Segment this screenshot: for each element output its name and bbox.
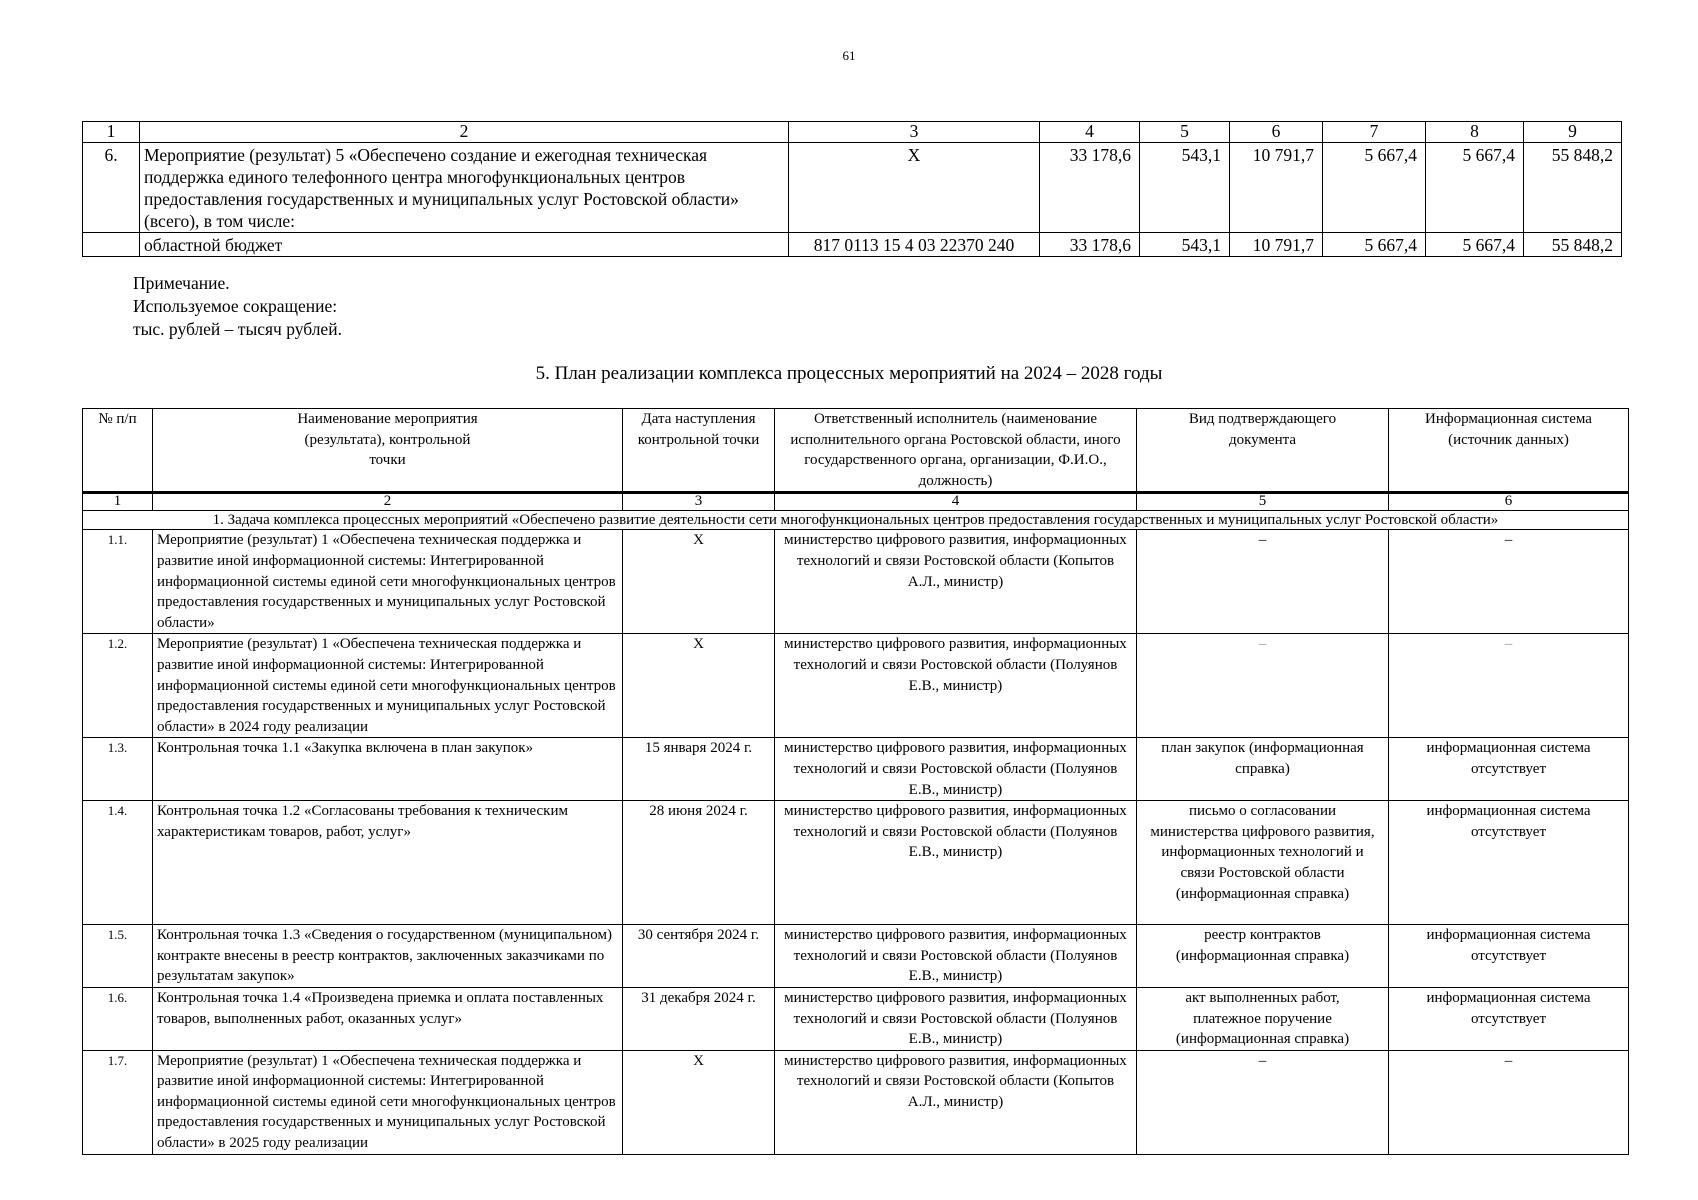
row-date: 28 июня 2024 г. <box>623 801 775 925</box>
value-cell: 5 667,4 <box>1426 143 1524 233</box>
row-name: областной бюджет <box>140 233 789 257</box>
row-date: X <box>623 1050 775 1154</box>
row-responsible: министерство цифрового развития, информационных технологий и связи Ростовской области (Полуянов Е.В., министр) <box>775 634 1137 738</box>
page-number: 61 <box>842 48 856 63</box>
row-name: Контрольная точка 1.2 «Согласованы требования к техническим характеристикам товаров, работ, услуг» <box>153 801 623 925</box>
funding-table <box>82 121 1622 257</box>
table-row <box>83 233 1622 257</box>
row-name: Контрольная точка 1.1 «Закупка включена в план закупок» <box>153 738 623 801</box>
row-doc: реестр контрактов (информационная справка) <box>1137 925 1389 988</box>
row-responsible: министерство цифрового развития, информационных технологий и связи Ростовской области (Копытов А.Л., министр) <box>775 1050 1137 1154</box>
funding-table-header <box>83 122 1622 143</box>
row-number: 1.7. <box>83 1050 153 1154</box>
value-cell: 55 848,2 <box>1524 233 1622 257</box>
table-row <box>83 143 1622 233</box>
row-number: 1.6. <box>83 987 153 1050</box>
row-doc: письмо о согласовании министерства цифрового развития, информационных технологий и связи Ростовской области (информационная справка) <box>1137 801 1389 925</box>
row-doc: план закупок (информационная справка) <box>1137 738 1389 801</box>
row-responsible: министерство цифрового развития, информационных технологий и связи Ростовской области (Полуянов Е.В., министр) <box>775 987 1137 1050</box>
row-date: 31 декабря 2024 г. <box>623 987 775 1050</box>
header-system: Информационная система (источник данных) <box>1389 409 1629 493</box>
row-date: 30 сентября 2024 г. <box>623 925 775 988</box>
row-responsible: министерство цифрового развития, информационных технологий и связи Ростовской области (Полуянов Е.В., министр) <box>775 738 1137 801</box>
row-system: – <box>1389 530 1629 634</box>
row-doc: – <box>1137 1050 1389 1154</box>
note-abbrev: тыс. рублей – тысяч рублей. <box>133 319 342 339</box>
table-row <box>83 1050 1629 1154</box>
table-row <box>83 801 1629 925</box>
note-abbrev-label: Используемое сокращение: <box>133 296 338 316</box>
col-number: 4 <box>775 493 1137 511</box>
row-system: информационная система отсутствует <box>1389 987 1629 1050</box>
value-cell: 543,1 <box>1140 143 1230 233</box>
row-system: – <box>1389 634 1629 738</box>
task-row <box>83 511 1629 530</box>
row-name: Мероприятие (результат) 1 «Обеспечена техническая поддержка и развитие иной информационной системы: Интегрированной информационной системы единой сети многофункциональных центров предоставления государственных и муниципальных услуг Ростовской области» в 2025 году реализации <box>153 1050 623 1154</box>
table-row <box>83 530 1629 634</box>
value-cell: 5 667,4 <box>1323 143 1426 233</box>
row-number <box>83 233 140 257</box>
col-number: 3 <box>789 122 1040 143</box>
row-date: 15 января 2024 г. <box>623 738 775 801</box>
row-responsible: министерство цифрового развития, информационных технологий и связи Ростовской области (Полуянов Е.В., министр) <box>775 925 1137 988</box>
col-number: 6 <box>1389 493 1629 511</box>
row-doc: – <box>1137 634 1389 738</box>
plan-table-col-numbers <box>83 493 1629 511</box>
col-number: 1 <box>83 122 140 143</box>
header-date: Дата наступления контрольной точки <box>623 409 775 493</box>
col-number: 7 <box>1323 122 1426 143</box>
value-cell: 10 791,7 <box>1230 233 1323 257</box>
section-title: 5. План реализации комплекса процессных мероприятий на 2024 – 2028 годы <box>535 363 1163 384</box>
row-number: 1.1. <box>83 530 153 634</box>
value-cell: 10 791,7 <box>1230 143 1323 233</box>
row-date: X <box>623 530 775 634</box>
row-code: 817 0113 15 4 03 22370 240 <box>789 233 1040 257</box>
row-name: Мероприятие (результат) 1 «Обеспечена техническая поддержка и развитие иной информационной системы: Интегрированной информационной системы единой сети многофункциональных центров предоставления государственных и муниципальных услуг Ростовской области» <box>153 530 623 634</box>
col-number: 5 <box>1140 122 1230 143</box>
row-name: Контрольная точка 1.4 «Произведена приемка и оплата поставленных товаров, выполненных работ, оказанных услуг» <box>153 987 623 1050</box>
row-number: 1.5. <box>83 925 153 988</box>
col-number: 3 <box>623 493 775 511</box>
row-name: Мероприятие (результат) 5 «Обеспечено создание и ежегодная техническая поддержка единого телефонного центра многофункциональных центров предоставления государственных и муниципальных услуг Ростовской области» (всего), в том числе: <box>140 143 789 233</box>
col-number: 9 <box>1524 122 1622 143</box>
row-number: 6. <box>83 143 140 233</box>
row-responsible: министерство цифрового развития, информационных технологий и связи Ростовской области (Копытов А.Л., министр) <box>775 530 1137 634</box>
row-name: Мероприятие (результат) 1 «Обеспечена техническая поддержка и развитие иной информационной системы: Интегрированной информационной системы единой сети многофункциональных центров предоставления государственных и муниципальных услуг Ростовской области» в 2024 году реализации <box>153 634 623 738</box>
row-number: 1.4. <box>83 801 153 925</box>
row-date: X <box>623 634 775 738</box>
col-number: 4 <box>1040 122 1140 143</box>
row-doc: – <box>1137 530 1389 634</box>
header-num: № п/п <box>83 409 153 493</box>
value-cell: 33 178,6 <box>1040 143 1140 233</box>
row-name: Контрольная точка 1.3 «Сведения о государственном (муниципальном) контракте внесены в реестр контрактов, заключенных заказчиками по результатам закупок» <box>153 925 623 988</box>
col-number: 6 <box>1230 122 1323 143</box>
col-number: 2 <box>140 122 789 143</box>
plan-table <box>82 408 1629 1155</box>
value-cell: 5 667,4 <box>1323 233 1426 257</box>
header-responsible: Ответственный исполнитель (наименование исполнительного органа Ростовской области, иного государственного органа, организации, Ф.И.О., должность) <box>775 409 1137 493</box>
row-responsible: министерство цифрового развития, информационных технологий и связи Ростовской области (Полуянов Е.В., министр) <box>775 801 1137 925</box>
row-system: – <box>1389 1050 1629 1154</box>
col-number: 8 <box>1426 122 1524 143</box>
row-system: информационная система отсутствует <box>1389 925 1629 988</box>
row-system: информационная система отсутствует <box>1389 738 1629 801</box>
value-cell: 543,1 <box>1140 233 1230 257</box>
table-row <box>83 987 1629 1050</box>
col-number: 1 <box>83 493 153 511</box>
row-number: 1.3. <box>83 738 153 801</box>
value-cell: 5 667,4 <box>1426 233 1524 257</box>
col-number: 5 <box>1137 493 1389 511</box>
value-cell: 55 848,2 <box>1524 143 1622 233</box>
note-title: Примечание. <box>133 273 230 293</box>
table-row <box>83 634 1629 738</box>
row-system: информационная система отсутствует <box>1389 801 1629 925</box>
row-code: X <box>789 143 1040 233</box>
header-name: Наименование мероприятия (результата), контрольной точки <box>153 409 623 493</box>
col-number: 2 <box>153 493 623 511</box>
note <box>133 272 342 341</box>
plan-table-header <box>83 409 1629 493</box>
table-row <box>83 925 1629 988</box>
row-number: 1.2. <box>83 634 153 738</box>
row-doc: акт выполненных работ, платежное поручение (информационная справка) <box>1137 987 1389 1050</box>
table-row <box>83 738 1629 801</box>
value-cell: 33 178,6 <box>1040 233 1140 257</box>
task-title: 1. Задача комплекса процессных мероприятий «Обеспечено развитие деятельности сети многофункциональных центров предоставления государственных и муниципальных услуг Ростовской области» <box>83 511 1629 530</box>
header-doc: Вид подтверждающего документа <box>1137 409 1389 493</box>
